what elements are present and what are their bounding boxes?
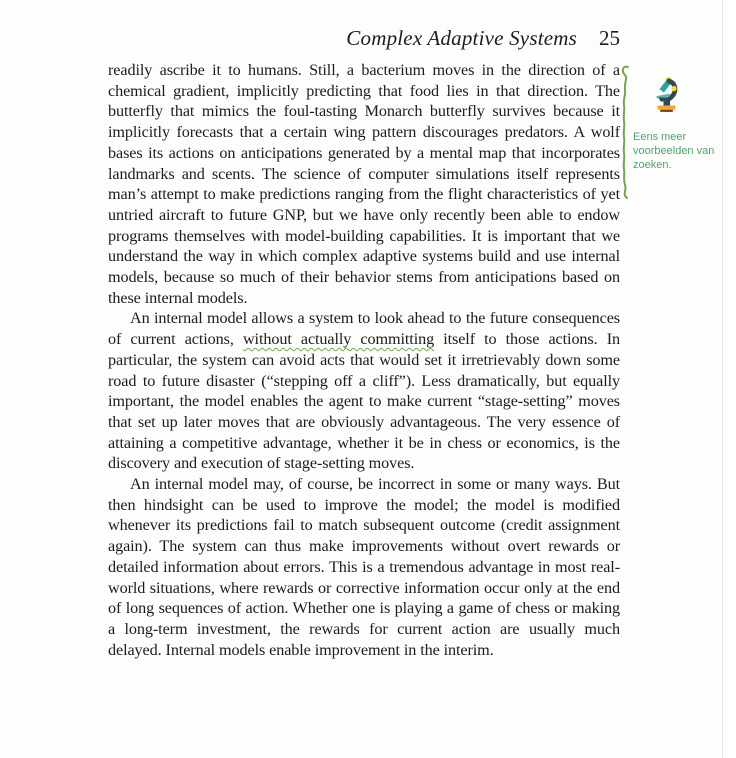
margin-note-text[interactable]: Eens meer voorbeelden van zoeken. <box>633 131 715 171</box>
chapter-title: Complex Adaptive Systems <box>346 26 577 50</box>
body-text <box>108 60 620 660</box>
running-header <box>108 26 620 51</box>
paragraph-3: An internal model may, of course, be incorrect in some or many ways. But then hindsight can be used to improve the model; the model is modified whenever its predictions fail to match subsequent outcome (credit assignment again). The system can thus make improvements without overt rewards or detailed information about errors. This is a tremendous advantage in most real-world situations, where rewards or corrective information occur only at the end of long sequences of action. Whether one is playing a game of chess or making a long-term investment, the rewards for current action are usually much delayed. Internal models enable improvement in the interim. <box>108 475 620 659</box>
microscope-icon[interactable] <box>650 76 682 114</box>
margin-annotation[interactable] <box>616 62 720 212</box>
paragraph-2-before: An internal model allows a system to look ahead to the future consequences of current actions, <box>108 309 620 349</box>
page-edge-divider <box>722 0 736 758</box>
paragraph-2 <box>108 308 620 474</box>
paragraph-2-after: itself to those actions. In particular, the system can avoid acts that would set it irretrievably down some road to future disaster (“stepping off a cliff”). Less dramatically, but equally important, the model enables the agent to make current “stage-setting” moves that set up later moves that are obviously advantageous. The very essence of attaining a competitive advantage, whether it be in chess or economics, is the discovery and execution of stage-setting moves. <box>108 330 620 473</box>
paragraph-1: readily ascribe it to humans. Still, a bacterium moves in the direction of a chemical gradient, implicitly predicting that food lies in that direction. The butterfly that mimics the foul-tasting Monarch butterfly survives because it implicitly forecasts that a certain wing pattern discourages predators. A wolf bases its actions on anticipations generated by a mental map that incorporates landmarks and scents. The science of computer simulations itself represents man’s attempt to make predictions ranging from the flight characteristics of yet untried aircraft to future GNP, but we have only recently been able to endow programs themselves with model-building capabilities. It is important that we understand the way in which complex adaptive systems build and use internal models, because so much of their behavior stems from anticipations based on these internal models. <box>108 61 620 307</box>
page-number: 25 <box>599 26 620 50</box>
underlined-phrase[interactable]: without actually committing <box>242 330 435 349</box>
squiggle-bracket-mark <box>618 64 632 200</box>
